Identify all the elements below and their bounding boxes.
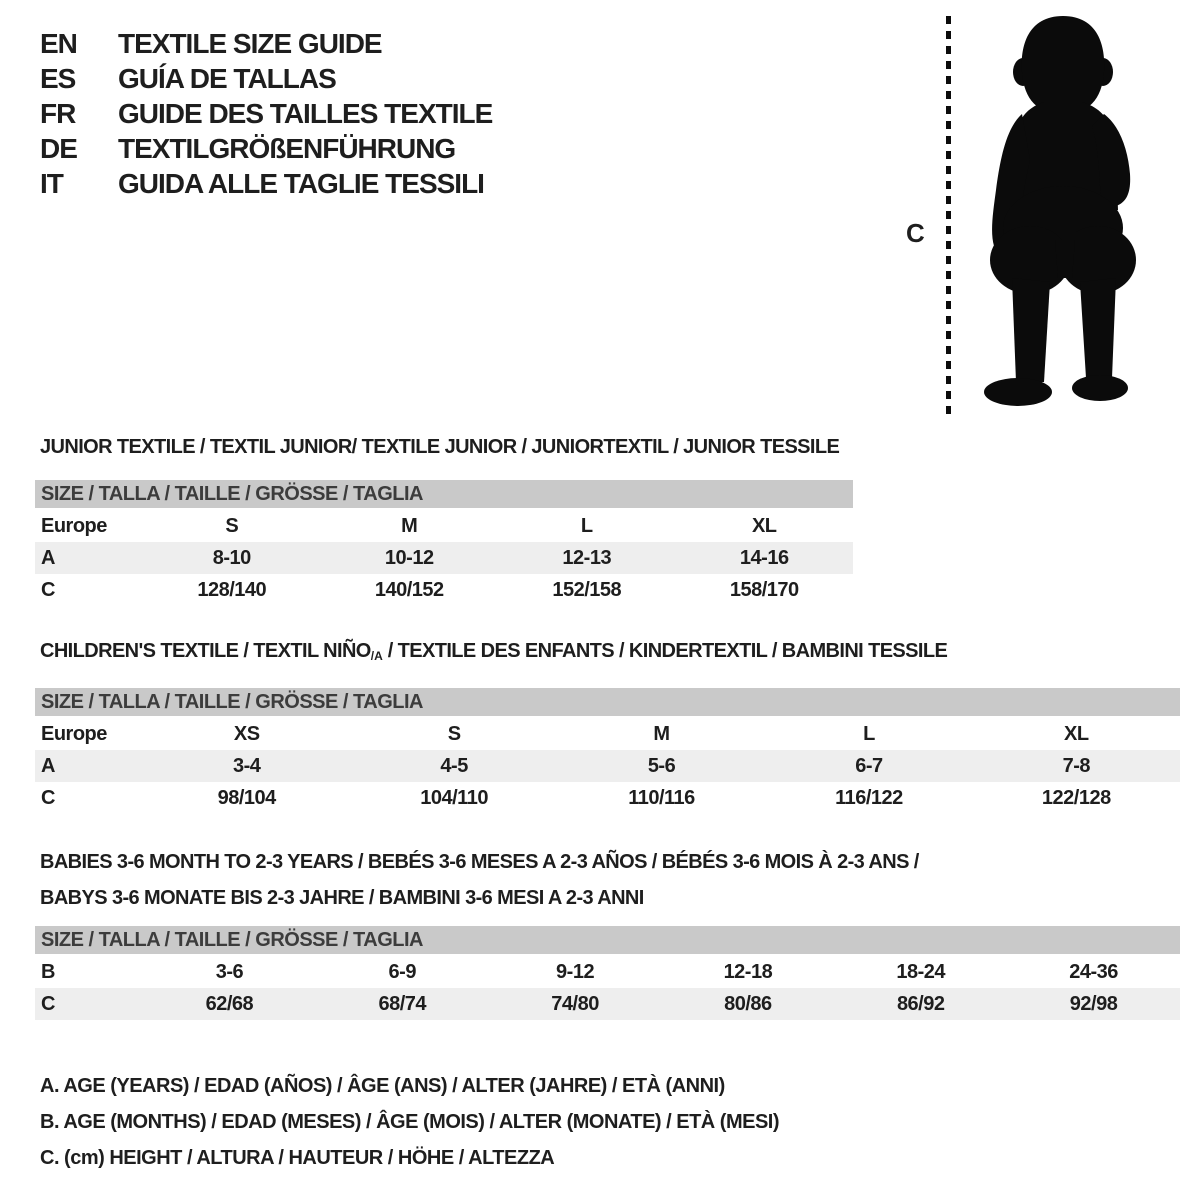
babies-title-line2: BABYS 3-6 MONATE BIS 2-3 JAHRE / BAMBINI 3-6 MESI A 2-3 ANNI: [40, 887, 644, 909]
row-label: C: [41, 786, 55, 809]
table-cell: 3-4: [233, 754, 261, 777]
row-label: Europe: [41, 722, 107, 745]
table-cell: 104/110: [420, 786, 488, 809]
children-size-table: [35, 688, 1180, 814]
legend-line-b: B. AGE (MONTHS) / EDAD (MESES) / ÂGE (MOIS) / ALTER (MONATE) / ETÀ (MESI): [40, 1111, 780, 1133]
junior-section-title: JUNIOR TEXTILE / TEXTIL JUNIOR/ TEXTILE JUNIOR / JUNIORTEXTIL / JUNIOR TESSILE: [40, 436, 840, 458]
language-code: DE: [40, 132, 77, 164]
table-cell: XL: [751, 514, 777, 537]
table-cell: 9-12: [556, 960, 595, 983]
table-cell: 24-36: [1069, 960, 1118, 983]
table-cell: M: [401, 514, 418, 537]
table-cell: 116/122: [835, 786, 903, 809]
table-cell: 3-6: [215, 960, 244, 983]
row-label: C: [41, 992, 55, 1015]
table-cell: L: [863, 722, 875, 745]
row-label: A: [41, 754, 55, 777]
language-title-list: [40, 26, 492, 201]
row-label: C: [41, 578, 55, 601]
table-cell: 5-6: [647, 754, 676, 777]
children-size-header-bar: SIZE / TALLA / TAILLE / GRÖSSE / TAGLIA: [35, 688, 1180, 718]
table-cell: 86/92: [896, 992, 945, 1015]
table-cell: 7-8: [1062, 754, 1091, 777]
guide-title-es: GUÍA DE TALLAS: [118, 62, 336, 94]
babies-size-table: [35, 926, 1180, 1020]
table-cell: 14-16: [739, 546, 789, 569]
junior-size-header-bar: SIZE / TALLA / TAILLE / GRÖSSE / TAGLIA: [35, 480, 853, 510]
table-cell: 18-24: [896, 960, 946, 983]
row-label: B: [41, 960, 55, 983]
language-row-de: [40, 131, 492, 166]
height-measure-dotted-line: [946, 16, 951, 418]
table-cell: 128/140: [197, 578, 267, 601]
language-code: IT: [40, 167, 63, 199]
table-cell: 12-13: [562, 546, 612, 569]
table-cell: 152/158: [552, 578, 622, 601]
table-cell: S: [225, 514, 239, 537]
table-cell: 6-9: [388, 960, 416, 983]
table-row: [35, 718, 1180, 750]
table-cell: 10-12: [384, 546, 434, 569]
language-code: FR: [40, 97, 76, 129]
table-row: [35, 542, 853, 574]
table-cell: XL: [1064, 722, 1089, 745]
table-cell: 110/116: [628, 786, 695, 809]
babies-section-title: [40, 844, 919, 916]
table-cell: 80/86: [724, 992, 772, 1015]
table-cell: 158/170: [729, 578, 799, 601]
row-label: Europe: [41, 514, 107, 537]
guide-title-de: TEXTILGRÖßENFÜHRUNG: [118, 132, 456, 164]
guide-title-fr: GUIDE DES TAILLES TEXTILE: [118, 97, 493, 129]
table-cell: XS: [233, 722, 260, 745]
table-cell: 62/68: [205, 992, 254, 1015]
table-cell: 6-7: [855, 754, 883, 777]
legend-line-a: A. AGE (YEARS) / EDAD (AÑOS) / ÂGE (ANS) / ALTER (JAHRE) / ETÀ (ANNI): [40, 1075, 725, 1097]
row-label: A: [41, 546, 55, 569]
table-cell: 4-5: [440, 754, 468, 777]
guide-title-en: TEXTILE SIZE GUIDE: [118, 27, 382, 59]
measurement-legend: [40, 1068, 779, 1176]
height-measure-label: C: [906, 218, 925, 248]
language-code: ES: [40, 62, 76, 94]
junior-size-table: [35, 480, 853, 606]
table-cell: 12-18: [723, 960, 773, 983]
children-title-prefix: CHILDREN'S TEXTILE / TEXTIL NIÑO: [40, 640, 371, 662]
legend-line-c: C. (cm) HEIGHT / ALTURA / HAUTEUR / HÖHE / ALTEZZA: [40, 1147, 555, 1169]
guide-title-it: GUIDA ALLE TAGLIE TESSILI: [118, 167, 484, 199]
table-row: [35, 988, 1180, 1020]
children-section-title: [40, 640, 947, 663]
language-row-fr: [40, 96, 492, 131]
table-cell: 92/98: [1069, 992, 1118, 1015]
table-cell: 8-10: [212, 546, 251, 569]
language-row-en: [40, 26, 492, 61]
children-title-suffix: / TEXTILE DES ENFANTS / KINDERTEXTIL / BAMBINI TESSILE: [382, 640, 948, 662]
table-cell: M: [653, 722, 670, 745]
babies-title-line1: BABIES 3-6 MONTH TO 2-3 YEARS / BEBÉS 3-6 MESES A 2-3 AÑOS / BÉBÉS 3-6 MOIS À 2-3 ANS /: [40, 851, 919, 873]
table-row: [35, 956, 1180, 988]
language-row-es: [40, 61, 492, 96]
babies-size-header-bar: SIZE / TALLA / TAILLE / GRÖSSE / TAGLIA: [35, 926, 1180, 956]
table-cell: 122/128: [1041, 786, 1111, 809]
table-cell: 140/152: [374, 578, 444, 601]
language-row-it: [40, 166, 492, 201]
table-row: [35, 750, 1180, 782]
language-code: EN: [40, 27, 77, 59]
table-cell: L: [580, 514, 593, 537]
table-row: [35, 574, 853, 606]
table-cell: 74/80: [551, 992, 599, 1015]
baby-silhouette-icon: [960, 10, 1170, 422]
children-title-subscript: /A: [370, 649, 383, 663]
table-row: [35, 782, 1180, 814]
table-cell: 68/74: [378, 992, 427, 1015]
table-row: [35, 510, 853, 542]
table-cell: S: [447, 722, 461, 745]
table-cell: 98/104: [217, 786, 276, 809]
